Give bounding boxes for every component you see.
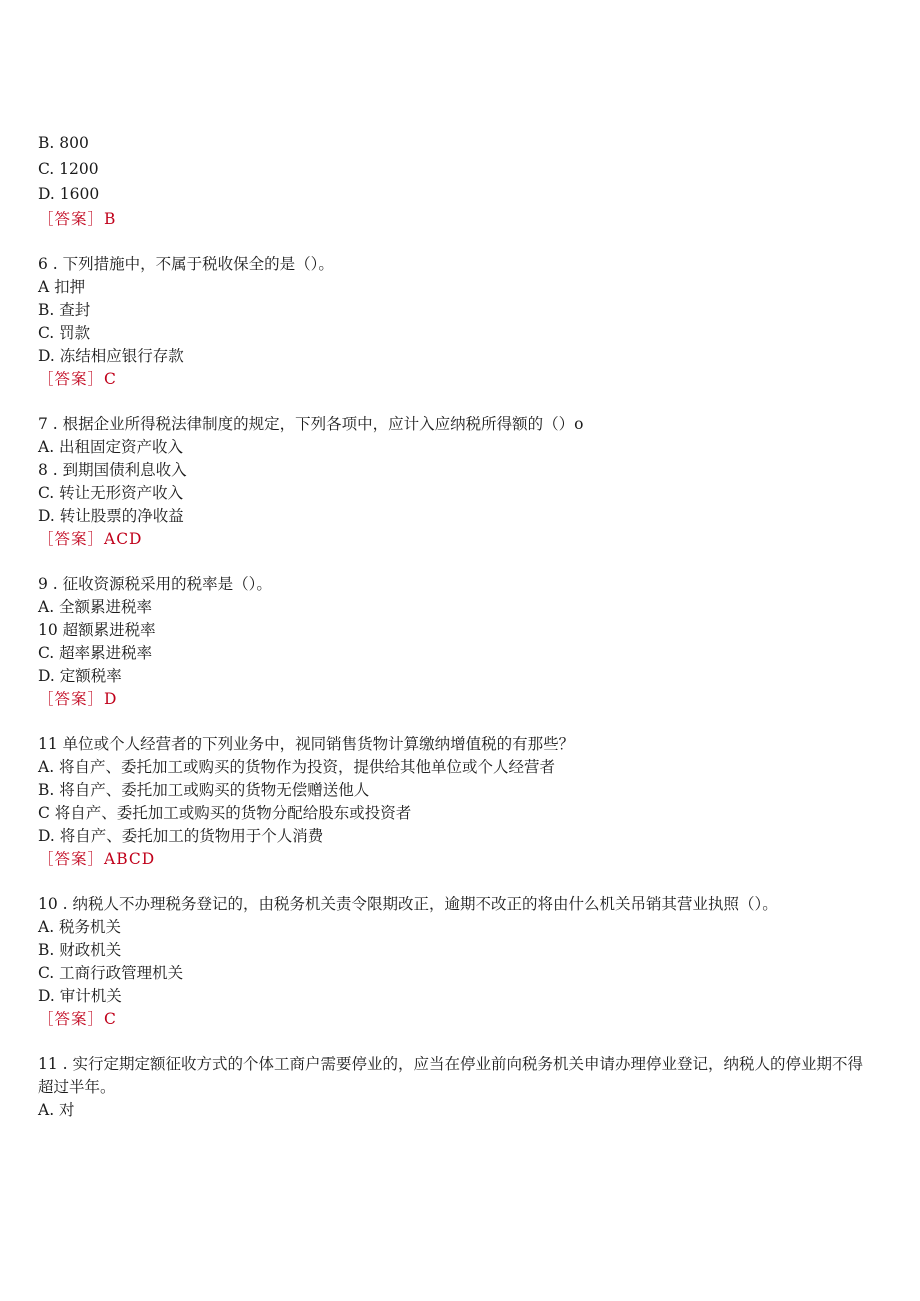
option-c: C. 超率累进税率 xyxy=(38,643,153,662)
answer-label: ［答案］C xyxy=(38,1009,117,1028)
option-a: A. 将自产、委托加工或购买的货物作为投资，提供给其他单位或个人经营者 xyxy=(38,757,556,776)
option-a: A. 出租固定资产收入 xyxy=(38,437,184,456)
question-text: 9 . 征收资源税采用的税率是（）。 xyxy=(38,574,272,593)
answer-label: ［答案］C xyxy=(38,369,117,388)
option-a: A 扣押 xyxy=(38,277,86,296)
answer-label: ［答案］D xyxy=(38,689,118,708)
option-c: C 将自产、委托加工或购买的货物分配给股东或投资者 xyxy=(38,803,412,822)
question-text: 6 . 下列措施中，不属于税收保全的是（）。 xyxy=(38,254,334,273)
option-d: D. 审计机关 xyxy=(38,986,122,1005)
document-page xyxy=(38,131,878,1144)
option-b: B. 将自产、委托加工或购买的货物无偿赠送他人 xyxy=(38,780,370,799)
answer-label: ［答案］ABCD xyxy=(38,849,156,868)
question-text: 11 单位或个人经营者的下列业务中，视同销售货物计算缴纳增值税的有那些？ xyxy=(38,734,575,753)
option-d: D. 定额税率 xyxy=(38,666,122,685)
answer-label: ［答案］B xyxy=(38,209,117,228)
question-block-10 xyxy=(38,893,878,1031)
question-text: 7 . 根据企业所得税法律制度的规定，下列各项中，应计入应纳税所得额的（）o xyxy=(38,414,584,433)
option-c: C. 转让无形资产收入 xyxy=(38,483,184,502)
option-b: 10 超额累进税率 xyxy=(38,620,156,639)
question-block-9 xyxy=(38,573,878,711)
question-block-5 xyxy=(38,131,878,231)
option-c: C. 工商行政管理机关 xyxy=(38,963,184,982)
question-block-11a xyxy=(38,733,878,871)
question-text: 10 . 纳税人不办理税务登记的，由税务机关责令限期改正，逾期不改正的将由什么机关吊销其营业执照（）。 xyxy=(38,894,778,913)
option-d: D. 将自产、委托加工的货物用于个人消费 xyxy=(38,826,324,845)
option-a: A. 税务机关 xyxy=(38,917,122,936)
option-d: D. 1600 xyxy=(38,185,100,203)
question-text: 11 . 实行定期定额征收方式的个体工商户需要停业的，应当在停业前向税务机关申请办理停业登记，纳税人的停业期不得超过半年。 xyxy=(38,1054,864,1096)
option-b: B. 查封 xyxy=(38,300,91,319)
option-d: D. 冻结相应银行存款 xyxy=(38,346,184,365)
option-b: B. 800 xyxy=(38,134,89,152)
question-block-7 xyxy=(38,413,878,551)
option-d: D. 转让股票的净收益 xyxy=(38,506,184,525)
option-a: A. 全额累进税率 xyxy=(38,597,153,616)
option-c: C. 1200 xyxy=(38,159,99,178)
option-b: B. 财政机关 xyxy=(38,940,122,959)
option-c: C. 罚款 xyxy=(38,323,91,342)
option-a: A. 对 xyxy=(38,1100,75,1119)
answer-label: ［答案］ACD xyxy=(38,529,143,548)
question-block-11b xyxy=(38,1053,878,1122)
option-b: 8 . 到期国债利息收入 xyxy=(38,460,187,479)
question-block-6 xyxy=(38,253,878,391)
